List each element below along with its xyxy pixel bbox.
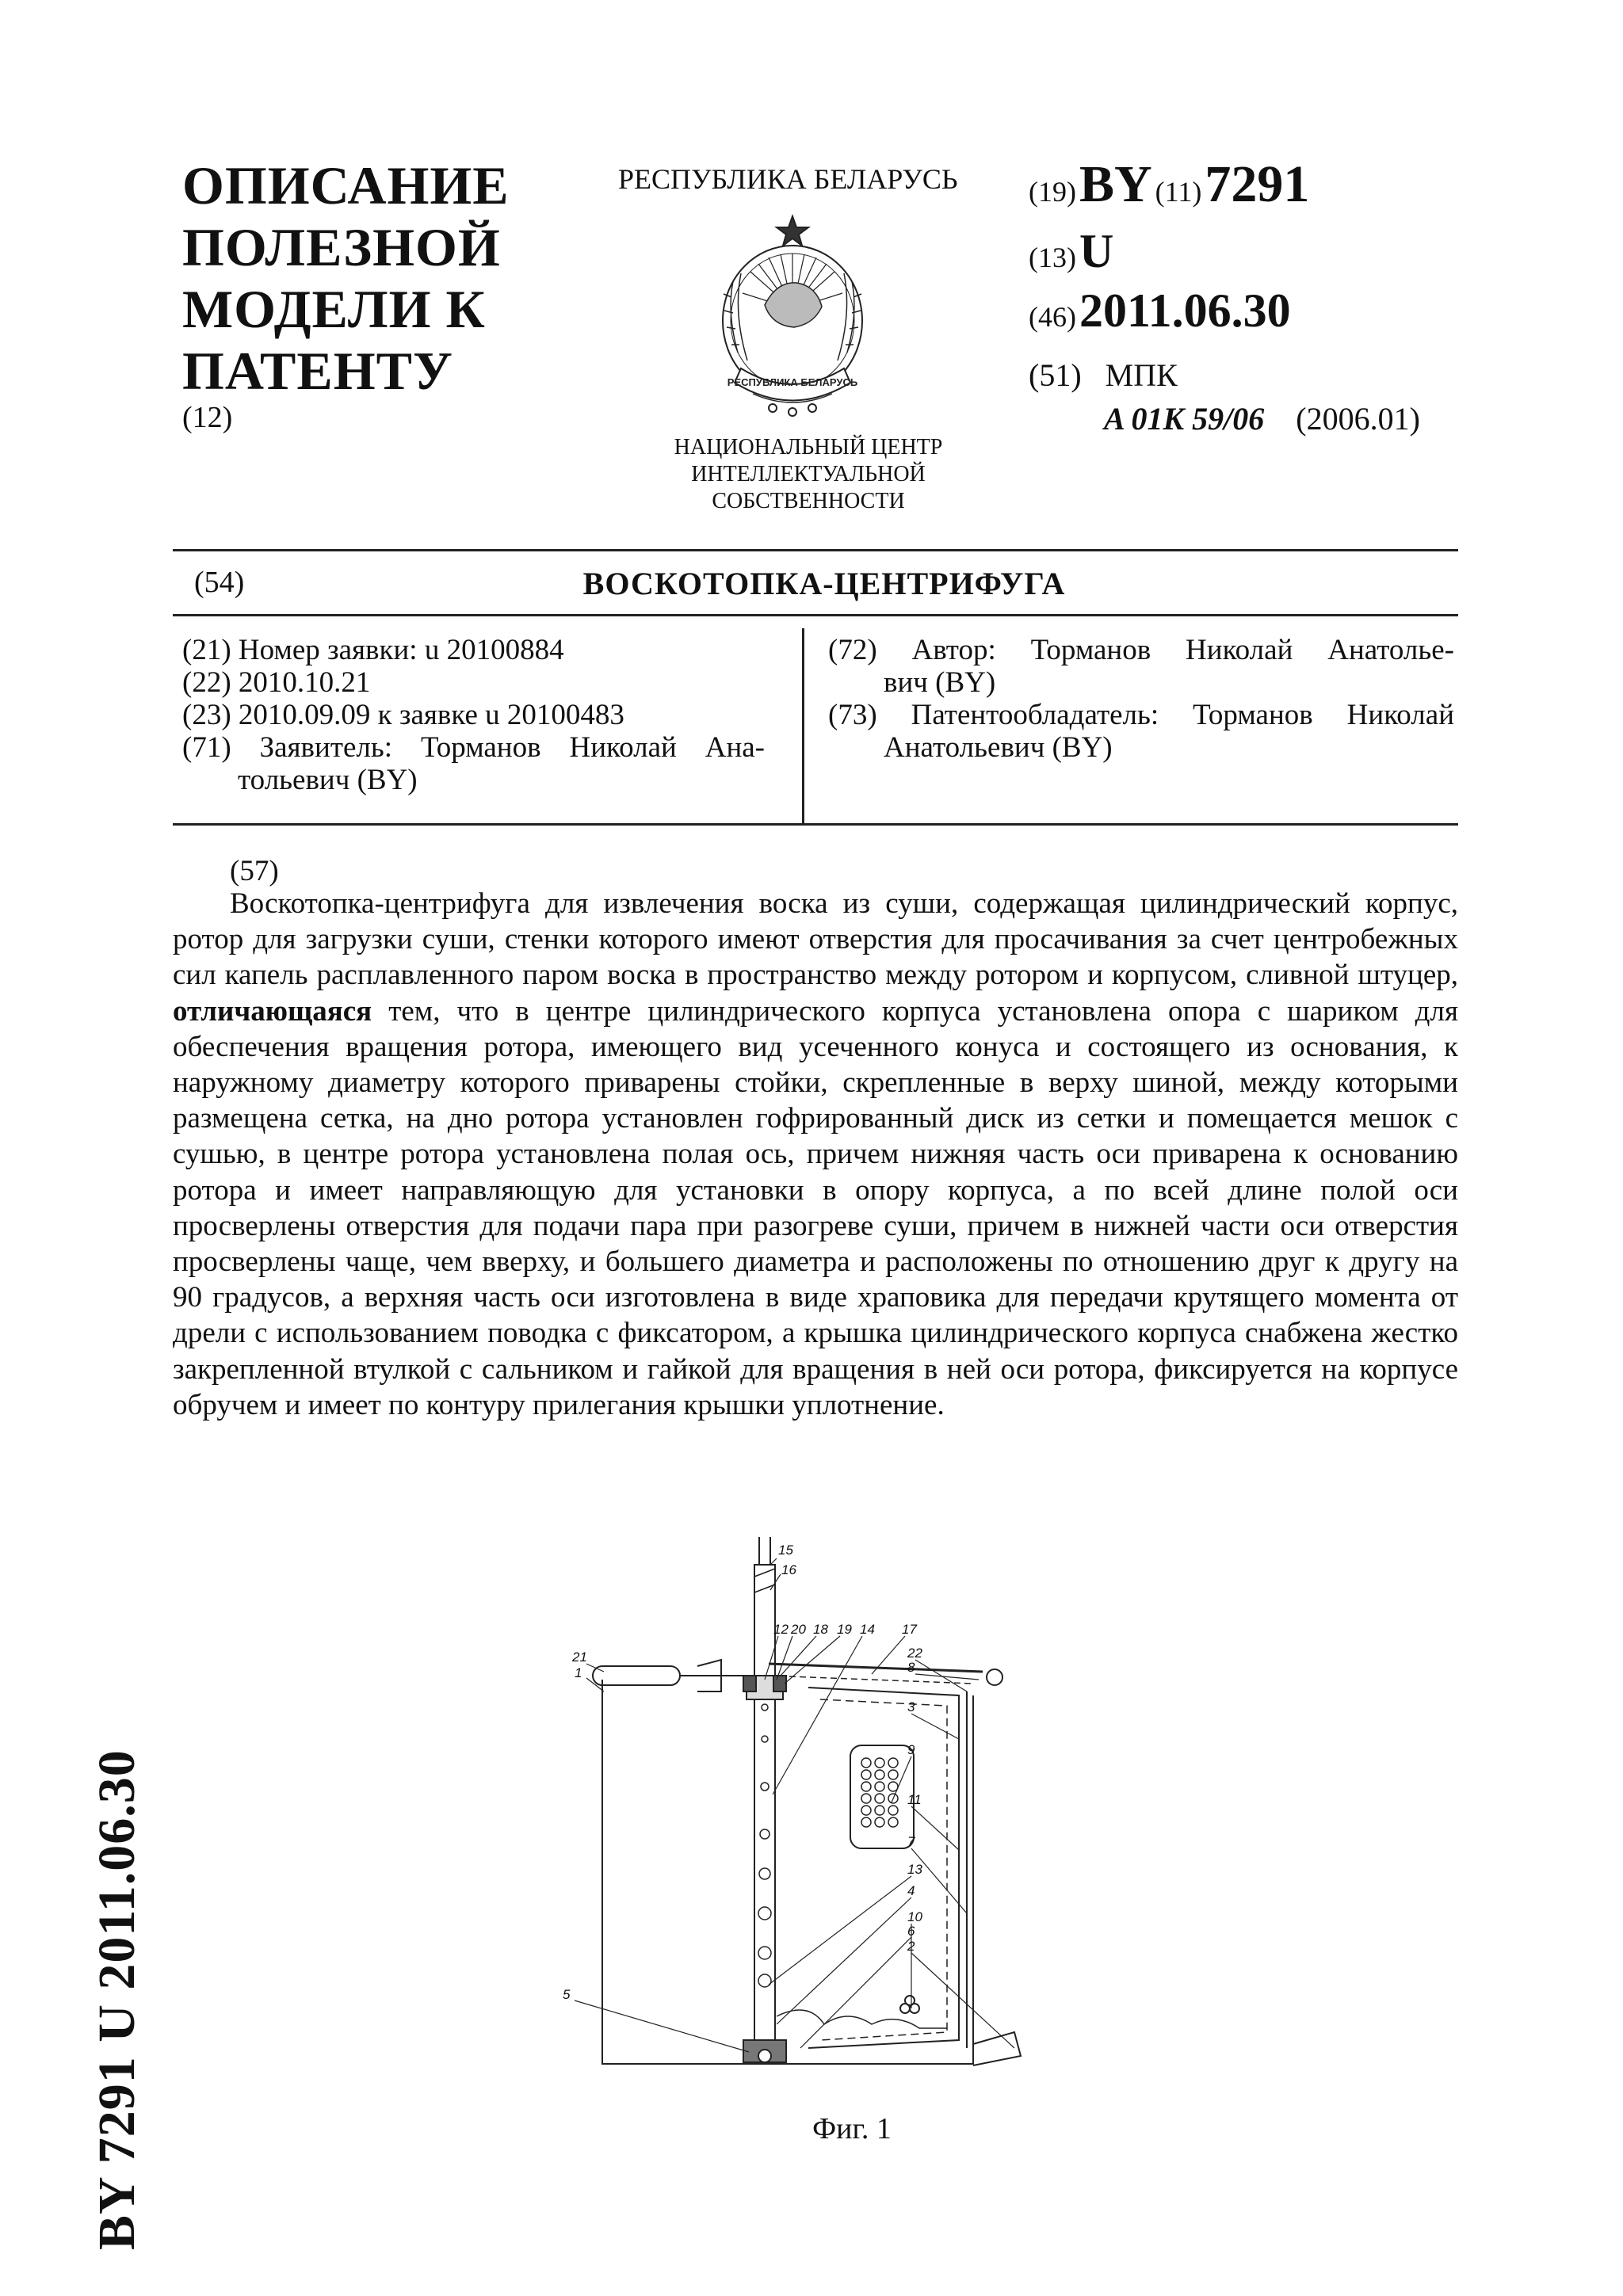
applicant-line-1: (71) Заявитель: Торманов Николай Ана- — [182, 731, 765, 764]
hollow-shaft — [754, 1565, 775, 2060]
title-line-4: ПАТЕНТУ — [182, 341, 453, 401]
title-line-3: МОДЕЛИ К — [182, 279, 486, 339]
title-line-1: ОПИСАНИЕ — [182, 155, 510, 215]
inid-46: (46) — [1029, 301, 1076, 333]
ref-12: 12 — [773, 1622, 789, 1637]
applicant-line-2 — [182, 764, 765, 796]
ref-19: 19 — [837, 1622, 852, 1637]
ref-2: 2 — [907, 1939, 915, 1954]
publication-date: 2011.06.30 — [1079, 284, 1291, 337]
lid-top — [769, 1664, 983, 1672]
ref-9: 9 — [907, 1742, 915, 1757]
ref-13: 13 — [907, 1862, 922, 1877]
code-line-46 — [1029, 284, 1291, 338]
inid-54: (54) — [194, 566, 245, 599]
rule-top — [173, 549, 1458, 551]
country-code: BY — [1079, 155, 1152, 213]
ref-8: 8 — [907, 1660, 915, 1675]
rotor-outline — [808, 1688, 959, 2048]
ref-10: 10 — [907, 1909, 922, 1924]
ref-11: 11 — [907, 1792, 922, 1807]
ref-5: 5 — [563, 1987, 571, 2002]
seal-ring — [987, 1669, 1002, 1685]
biblio-divider — [802, 628, 804, 823]
inid-57: (57) — [230, 855, 279, 887]
author-line-1: (72) Автор: Торманов Николай Анатолье- — [828, 634, 1454, 666]
biblio-right — [828, 634, 1454, 764]
ref-1: 1 — [575, 1665, 582, 1680]
document-title — [182, 154, 626, 402]
filing-date: (22) 2010.10.21 — [182, 666, 371, 699]
abstract-paragraph — [173, 886, 1458, 1423]
abstract-text — [173, 886, 1458, 1423]
patent-number: 7291 — [1205, 155, 1310, 213]
code-line-51 — [1029, 357, 1178, 394]
abstract-bold-keyword: отличающаяся — [173, 994, 372, 1028]
inid-19: (19) — [1029, 176, 1076, 208]
title-line-2: ПОЛЕЗНОЙ — [182, 217, 501, 277]
kind-code: U — [1079, 225, 1114, 277]
figure-1-drawing — [539, 1533, 1109, 2096]
republic-name: РЕСПУБЛИКА БЕЛАРУСЬ — [618, 163, 958, 195]
mpk-label: МПК — [1105, 357, 1178, 393]
lid-rim-left — [593, 1666, 680, 1685]
priority-application: (23) 2010.09.09 к заявке u 20100483 — [182, 699, 624, 731]
author-line-2-text: вич (BY) — [884, 666, 996, 699]
rule-title-bottom — [173, 614, 1458, 616]
applicant-line-2-text: тольевич (BY) — [238, 764, 418, 796]
inid-12: (12) — [182, 401, 233, 434]
state-emblem-icon — [709, 210, 876, 424]
ref-16: 16 — [781, 1562, 796, 1577]
ipc-code: A 01K 59/06 — [1104, 401, 1265, 437]
abstract-text-after: тем, что в центре цилиндрического корпуса установлена опора с шариком для обеспечения вращения ротора, имеющего вид усеченного конуса и состоящего из основания, к наружному диаметру которого приварены стойки, скрепленные в верху шиной, между которыми размещена сетка, на дно ротора установлен гофрированный диск из сетки и помещается мешок с сушью, в центре ротора установлена полая ось, причем нижняя часть оси приварена к основанию ротора и имеет направляющую для установки в опору корпуса, а по всей длине полой оси просверлены отверстия для подачи пара при разогреве суши, причем в нижней части оси отверстия просверлены чаще, чем вверху, и большего диаметра и расположены по отношению друг к другу на 90 градусов, а верхняя часть оси изготовлена в виде храповика для передачи крутящего момента от дрели с использованием поводка с фиксатором, а крышка цилиндрического корпуса снабжена жестко закрепленной втулкой с сальником и гайкой для вращения в ней оси ротора, фиксируется на корпусе обручем и имеет по контуру прилегания крышки уплотнение. — [173, 994, 1458, 1421]
side-document-id: BY 7291 U 2011.06.30 — [88, 1749, 146, 2250]
ref-6: 6 — [907, 1924, 915, 1939]
ref-22: 22 — [907, 1646, 922, 1661]
mesh-patch — [850, 1745, 914, 1848]
ref-18: 18 — [813, 1622, 828, 1637]
ref-20: 20 — [791, 1622, 806, 1637]
abstract-text-before: Воскотопка-центрифуга для извлечения воска из суши, содержащая цилиндрический корпус, ротор для загрузки суши, стенки которого имеют отверстия для просачивания за счет центробежных сил капель расплавленного паром воска в пространство между ротором и корпусом, сливной штуцер, — [173, 887, 1458, 992]
drain-fitting — [973, 2032, 1021, 2065]
national-center-name — [634, 434, 983, 515]
center-line-1: НАЦИОНАЛЬНЫЙ ЦЕНТР — [674, 435, 943, 460]
ref-4: 4 — [907, 1883, 915, 1898]
emblem-ribbon-text: РЕСПУБЛИКА БЕЛАРУСЬ — [727, 376, 858, 388]
patent-holder-line-2 — [828, 731, 1454, 764]
ref-7: 7 — [907, 1834, 915, 1849]
author-line-2 — [828, 666, 1454, 699]
code-line-19-11 — [1029, 154, 1309, 215]
inid-13: (13) — [1029, 242, 1076, 273]
ref-21: 21 — [572, 1650, 587, 1665]
ref-3: 3 — [907, 1699, 915, 1714]
code-line-13 — [1029, 224, 1113, 279]
patent-holder-line-2-text: Анатольевич (BY) — [884, 731, 1113, 764]
center-line-2: ИНТЕЛЛЕКТУАЛЬНОЙ — [691, 462, 926, 486]
ipc-classification — [1104, 400, 1420, 437]
ref-17: 17 — [902, 1622, 917, 1637]
inid-51: (51) — [1029, 357, 1082, 393]
rule-biblio-bottom — [173, 823, 1458, 826]
biblio-left — [182, 634, 765, 796]
ref-15: 15 — [778, 1543, 793, 1558]
ref-14: 14 — [860, 1622, 875, 1637]
invention-title: ВОСКОТОПКА-ЦЕНТРИФУГА — [582, 566, 1066, 601]
center-line-3: СОБСТВЕННОСТИ — [712, 489, 905, 513]
ipc-version: (2006.01) — [1296, 401, 1420, 437]
application-number: (21) Номер заявки: u 20100884 — [182, 634, 564, 666]
figure-caption: Фиг. 1 — [812, 2112, 892, 2145]
inid-11: (11) — [1155, 176, 1202, 208]
patent-holder-line-1: (73) Патентообладатель: Торманов Николай — [828, 699, 1454, 731]
